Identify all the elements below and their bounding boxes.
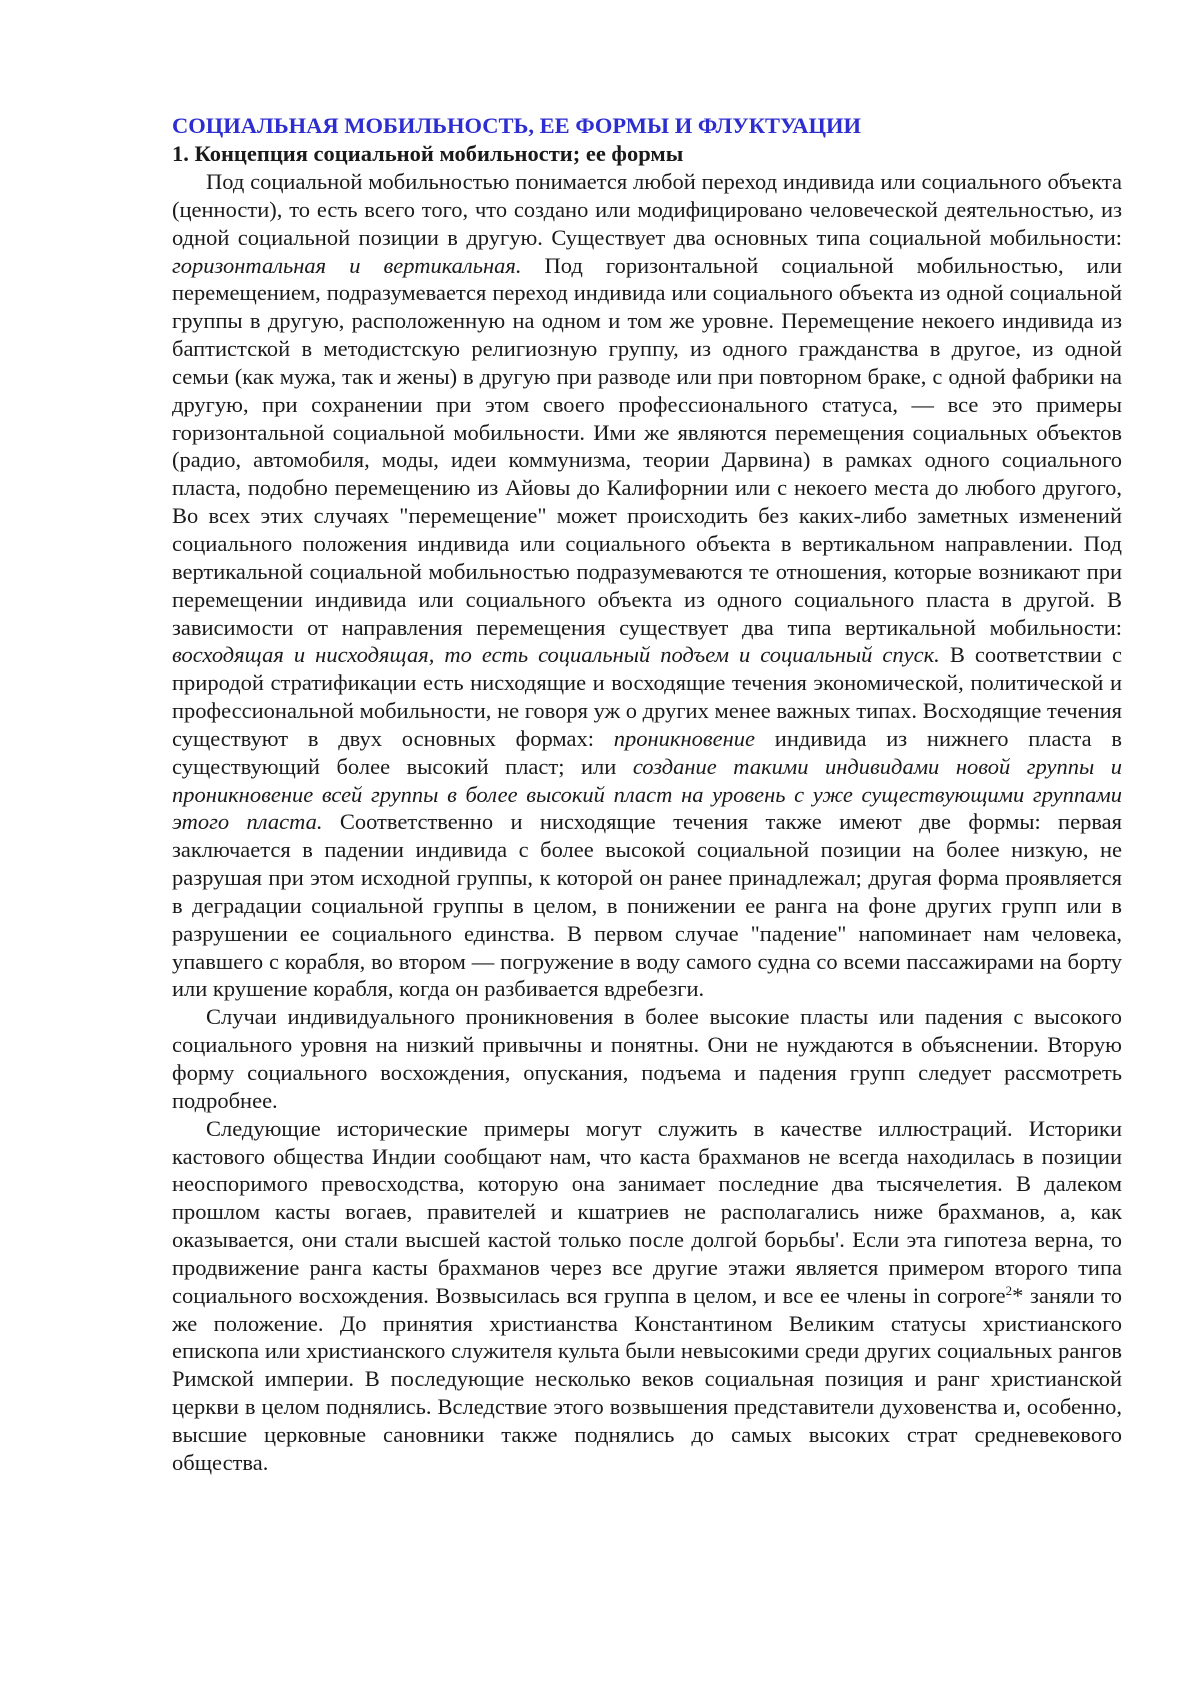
paragraph-text: индивида из нижнего пласта в существующий более высокий пласт; или: [172, 725, 1122, 779]
document-body: [172, 168, 1122, 1477]
body-paragraph: [172, 1003, 1122, 1114]
footnote-marker: 2: [1005, 1282, 1013, 1298]
paragraph-text: Под социальной мобильностью понимается любой переход индивида или социального объекта (ценности), то есть всего того, что создано или модифицировано человеческой деятельностью, из одной социальной позиции в другую. Существует два основных типа социальной мобильности:: [172, 169, 1122, 250]
paragraph-text: Соответственно и нисходящие течения также имеют две формы: первая заключается в падении индивида с более высокой социальной позиции на более низкую, не разрушая при этом исходной группы, к которой он ранее принадлежал; другая форма проявляется в деградации социальной группы в целом, в понижении ее ранга на фоне других групп или в разрушении ее социального единства. В первом случае "падение" напоминает нам человека, упавшего с корабля, во втором — погружение в воду самого судна со всеми пассажирами на борту или крушение корабля, когда он разбивается вдребезги.: [172, 809, 1122, 1002]
emphasis-text: проникновение: [613, 725, 756, 751]
paragraph-text: * заняли то же положение. До принятия христианства Константином Великим статусы христианского епископа или христианского служителя культа были невысокими среди других социальных рангов Римской империи. В последующие несколько веков социальная позиция и ранг христианской церкви в целом поднялись. Вследствие этого возвышения представители духовенства и, особенно, высшие церковные сановники также поднялись до самых высоких страт средневекового общества.: [172, 1282, 1122, 1475]
document-title: СОЦИАЛЬНАЯ МОБИЛЬНОСТЬ, ЕЕ ФОРМЫ И ФЛУКТУАЦИИ: [172, 113, 862, 138]
body-paragraph: [172, 1115, 1122, 1477]
document-page: [172, 112, 1122, 1477]
section-heading: 1. Концепция социальной мобильности; ее формы: [172, 141, 684, 166]
paragraph-text: Следующие исторические примеры могут служить в качестве иллюстраций. Историки кастового общества Индии сообщают нам, что каста брахманов не всегда находилась в позиции неоспоримого превосходства, которую она занимает последние два тысячелетия. В далеком прошлом касты вогаев, правителей и кшатриев не располагались ниже брахманов, а, как оказывается, они стали высшей кастой только после долгой борьбы'. Если эта гипотеза верна, то продвижение ранга касты брахманов через все другие этажи является примером второго типа социального восхождения. Возвысилась вся группа в целом, и все ее члены in corpore: [172, 1115, 1122, 1308]
emphasis-text: горизонтальная и вертикальная.: [172, 252, 522, 278]
emphasis-text: создание такими индивидами новой группы и проникновение всей группы в более высокий пласт на уровень с уже существующими группами этого пласта.: [172, 753, 1122, 835]
paragraph-text: В соответствии с природой стратификации есть нисходящие и восходящие течения экономической, политической и профессиональной мобильности, не говоря уж о других менее важных типах. Восходящие течения существуют в двух основных формах:: [172, 642, 1122, 751]
paragraph-text: Под горизонтальной социальной мобильностью, или перемещением, подразумевается переход индивида или социального объекта из одной социальной группы в другую, расположенную на одном и том же уровне. Перемещение некоего индивида из баптистской в методистскую религиозную группу, из одного гражданства в другое, из одной семьи (как мужа, так и жены) в другую при разводе или при повторном браке, с одной фабрики на другую, при сохранении при этом своего профессионального статуса, — все это примеры горизонтальной социальной мобильности. Ими же являются перемещения социальных объектов (радио, автомобиля, моды, идеи коммунизма, теории Дарвина) в рамках одного социального пласта, подобно перемещению из Айовы до Калифорнии или с некоего места до любого другого, Во всех этих случаях "перемещение" может происходить без каких-либо заметных изменений социального положения индивида или социального объекта в вертикальном направлении. Под вертикальной социальной мобильностью подразумеваются те отношения, которые возникают при перемещении индивида или социального объекта из одного социального пласта в другой. В зависимости от направления перемещения существует два типа вертикальной мобильности:: [172, 252, 1122, 640]
paragraph-text: Случаи индивидуального проникновения в более высокие пласты или падения с высокого социального уровня на низкий привычны и понятны. Они не нуждаются в объяснении. Вторую форму социального восхождения, опускания, подъема и падения групп следует рассмотреть подробнее.: [172, 1004, 1122, 1113]
body-paragraph: [172, 168, 1122, 1003]
emphasis-text: восходящая и нисходящая, то есть социальный подъем и социальный спуск.: [172, 642, 940, 668]
